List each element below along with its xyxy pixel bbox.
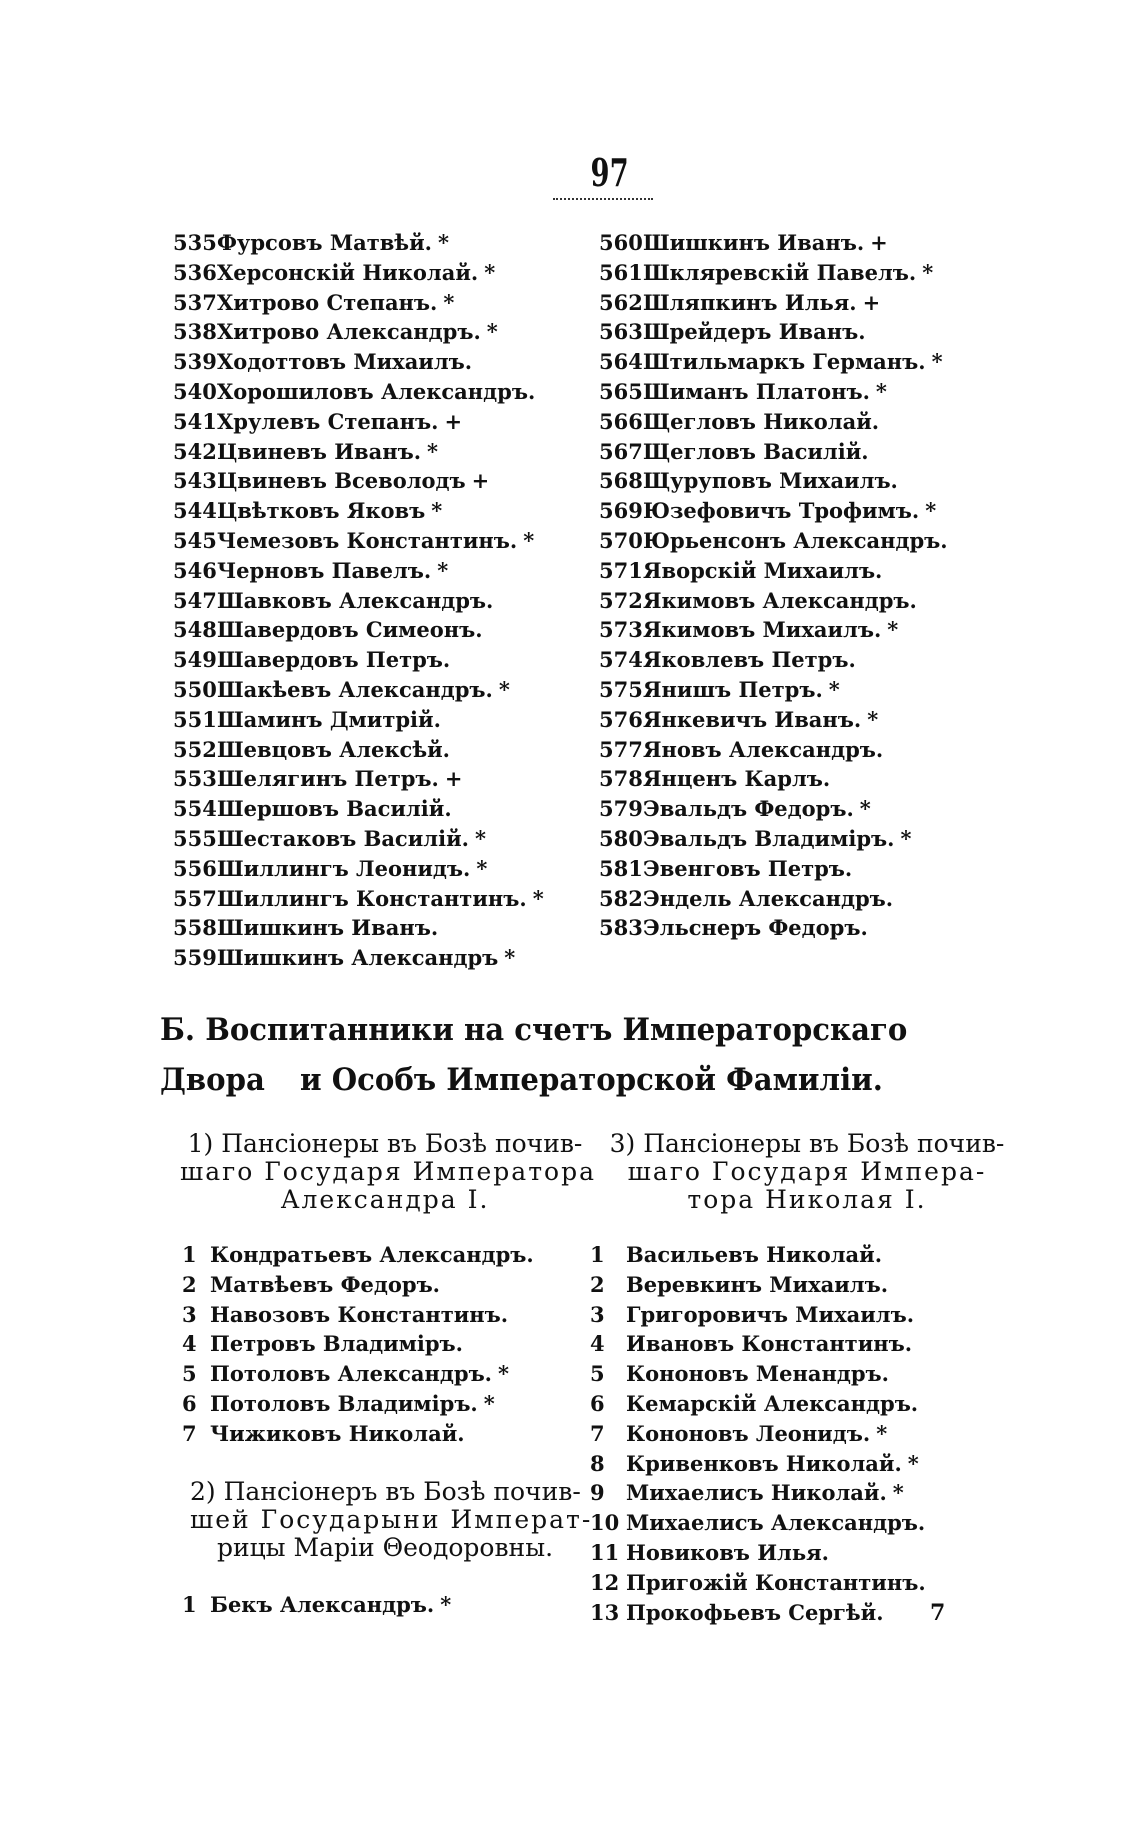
entry-name: Эвальдъ Владиміръ.: [643, 825, 895, 851]
list-item: [182, 1590, 582, 1620]
entry-name: Кононовъ Менандръ.: [626, 1361, 889, 1387]
list-item: [173, 496, 573, 526]
entry-name: Янкевичъ Иванъ.: [643, 706, 862, 732]
entry-name: Ивановъ Константинъ.: [626, 1331, 913, 1357]
section-b-heading-line1: Б. Воспитанники на счетъ Императорскаго Двора: [160, 1012, 908, 1098]
entry-mark: *: [498, 676, 510, 702]
entry-number: 1: [182, 1242, 197, 1267]
list-item: [599, 586, 1039, 616]
entry-number: 575: [599, 676, 643, 702]
list-item: [599, 407, 1039, 437]
entry-name: Эвальдъ Федоръ.: [643, 796, 854, 822]
section-b-heading-line2: и Особъ Императорской Фамиліи.: [300, 1062, 883, 1098]
entry-number: 2: [590, 1271, 605, 1297]
entry-number: 12: [590, 1569, 620, 1595]
entry-name: Бекъ Александръ.: [210, 1592, 435, 1617]
list-item: [173, 764, 573, 794]
entry-number: 6: [182, 1390, 197, 1416]
entry-number: 538: [173, 319, 217, 345]
list-item: [590, 1538, 1010, 1568]
list-item: [173, 586, 573, 616]
entry-name: Прокофьевъ Сергѣй.: [626, 1599, 884, 1625]
entry-number: 573: [599, 617, 643, 643]
entry-mark: *: [876, 1420, 888, 1446]
entry-number: 5: [182, 1361, 197, 1387]
entry-name: Новиковъ Илья.: [626, 1539, 829, 1565]
entry-name: Юрьенсонъ Александръ.: [643, 527, 948, 553]
entry-number: 542: [173, 438, 217, 464]
entry-number: 540: [173, 378, 217, 404]
list-item: [599, 675, 1039, 705]
entry-mark: +: [471, 468, 490, 494]
entry-name: Михаелисъ Николай.: [626, 1480, 887, 1506]
group3-heading-line2: шаго Государя Импера-: [627, 1157, 987, 1186]
entry-name: Шакѣевъ Александръ.: [217, 676, 493, 702]
entry-mark: *: [925, 498, 937, 524]
group1-heading-line1: 1) Пансіонеры въ Бозѣ почив-: [187, 1129, 583, 1158]
entry-mark: *: [437, 230, 449, 255]
entry-number: 559: [173, 945, 217, 971]
list-item: [173, 437, 573, 467]
list-item: [599, 466, 1039, 496]
entry-mark: *: [440, 1592, 452, 1617]
list-item: [599, 764, 1039, 794]
entry-number: 555: [173, 825, 217, 851]
list-item: [599, 437, 1039, 467]
list-item: [590, 1478, 1010, 1508]
entry-mark: *: [497, 1361, 509, 1387]
list-item: [599, 794, 1039, 824]
signature-mark: 7: [930, 1600, 946, 1626]
entry-number: 565: [599, 378, 643, 404]
entry-number: 545: [173, 527, 217, 553]
list-item: [599, 526, 1039, 556]
entry-name: Хитрово Александръ.: [217, 319, 481, 345]
entry-number: 568: [599, 468, 643, 494]
list-item: [590, 1270, 1010, 1300]
entry-name: Кононовъ Леонидъ.: [626, 1420, 871, 1446]
entry-number: 574: [599, 647, 643, 673]
entry-name: Черновъ Павелъ.: [217, 557, 432, 583]
group2-list: [182, 1590, 582, 1620]
entry-number: 581: [599, 855, 643, 881]
entry-number: 576: [599, 706, 643, 732]
group1-heading: [180, 1129, 596, 1214]
entry-mark: *: [486, 319, 498, 345]
group1-list: [182, 1240, 582, 1449]
entry-number: 4: [182, 1331, 197, 1357]
entry-name: Щегловъ Василій.: [643, 438, 869, 464]
list-item: [182, 1389, 582, 1419]
list-item: [590, 1598, 1010, 1628]
entry-mark: *: [437, 557, 449, 583]
page-number-rule: [553, 198, 653, 200]
entry-number: 7: [590, 1420, 605, 1446]
entry-mark: *: [431, 498, 443, 524]
entry-mark: *: [532, 885, 544, 911]
entry-name: Хитрово Степанъ.: [217, 289, 438, 315]
entry-name: Потоловъ Александръ.: [210, 1361, 492, 1387]
list-item: [173, 794, 573, 824]
list-item: [599, 824, 1039, 854]
entry-number: 535: [173, 230, 217, 255]
entry-name: Шелягинъ Петръ.: [217, 766, 439, 792]
list-item: [599, 884, 1039, 914]
list-item: [599, 556, 1039, 586]
list-item: [173, 705, 573, 735]
entry-name: Григоровичъ Михаилъ.: [626, 1301, 915, 1327]
list-item: [182, 1300, 582, 1330]
entry-number: 543: [173, 468, 217, 494]
entry-name: Кемарскій Александръ.: [626, 1390, 919, 1416]
entry-mark: *: [476, 855, 488, 881]
entry-mark: *: [867, 706, 879, 732]
entry-number: 570: [599, 527, 643, 553]
list-item: [599, 317, 1039, 347]
list-item: [590, 1329, 1010, 1359]
entry-number: 569: [599, 498, 643, 524]
entry-number: 541: [173, 408, 217, 434]
group2-heading: [190, 1477, 593, 1562]
entry-name: Эльснеръ Федоръ.: [643, 915, 868, 941]
list-item: [599, 258, 1039, 288]
entry-number: 561: [599, 259, 643, 285]
group3-heading: [602, 1130, 1012, 1214]
entry-name: Хрулевъ Степанъ.: [217, 408, 439, 434]
entry-name: Штильмаркъ Германъ.: [643, 349, 926, 375]
entry-mark: *: [922, 259, 934, 285]
entry-name: Янценъ Карлъ.: [643, 766, 831, 792]
list-item: [599, 705, 1039, 735]
entry-name: Шишкинъ Александръ: [217, 945, 499, 971]
group3-heading-line3: тора Николая I.: [687, 1185, 927, 1214]
list-item: [173, 824, 573, 854]
entry-name: Щуруповъ Михаилъ.: [643, 468, 898, 494]
list-item: [173, 407, 573, 437]
entry-name: Кривенковъ Николай.: [626, 1450, 902, 1476]
entry-mark: +: [444, 408, 463, 434]
entry-mark: *: [887, 617, 899, 643]
list-item: [590, 1389, 1010, 1419]
entry-number: 1: [590, 1242, 605, 1267]
entry-number: 554: [173, 796, 217, 822]
group2-heading-line3: рицы Маріи Θеодоровны.: [216, 1533, 554, 1562]
entry-mark: *: [931, 349, 943, 375]
entry-name: Михаелисъ Александръ.: [626, 1510, 926, 1536]
entry-name: Эндель Александръ.: [643, 885, 894, 911]
list-item: [599, 228, 1039, 258]
group1-heading-line2: шаго Государя Императора: [180, 1157, 596, 1186]
list-item: [599, 615, 1039, 645]
entry-number: 557: [173, 885, 217, 911]
entry-name: Хорошиловъ Александръ.: [217, 378, 536, 404]
list-item: [590, 1419, 1010, 1449]
entry-number: 3: [590, 1301, 605, 1327]
entry-number: 549: [173, 647, 217, 673]
entry-number: 9: [590, 1480, 605, 1506]
entry-number: 564: [599, 349, 643, 375]
entry-number: 1: [182, 1592, 197, 1617]
entry-mark: *: [828, 676, 840, 702]
entry-number: 10: [590, 1510, 620, 1536]
entry-name: Ходоттовъ Михаилъ.: [217, 349, 473, 375]
entry-mark: *: [474, 825, 486, 851]
entry-name: Петровъ Владиміръ.: [210, 1331, 463, 1357]
entry-number: 579: [599, 796, 643, 822]
entry-number: 577: [599, 736, 643, 762]
list-item: [173, 675, 573, 705]
entry-number: 558: [173, 915, 217, 941]
list-item: [182, 1329, 582, 1359]
entry-name: Яворскій Михаилъ.: [643, 557, 883, 583]
list-right-column: [599, 228, 1039, 943]
list-item: [182, 1270, 582, 1300]
list-item: [599, 288, 1039, 318]
list-item: [173, 884, 573, 914]
entry-name: Эвенговъ Петръ.: [643, 855, 853, 881]
list-item: [173, 228, 573, 258]
entry-name: Васильевъ Николай.: [626, 1242, 883, 1267]
list-item: [599, 854, 1039, 884]
entry-name: Навозовъ Константинъ.: [210, 1301, 509, 1327]
list-item: [173, 556, 573, 586]
entry-name: Шишкинъ Иванъ.: [643, 230, 865, 255]
list-item: [173, 347, 573, 377]
entry-number: 6: [590, 1390, 605, 1416]
entry-mark: *: [483, 1390, 495, 1416]
entry-name: Цвиневъ Всеволодъ: [217, 468, 466, 494]
entry-mark: *: [504, 945, 516, 971]
entry-mark: *: [907, 1450, 919, 1476]
group1-heading-line3: Александра I.: [280, 1185, 490, 1214]
list-item: [599, 913, 1039, 943]
entry-mark: +: [870, 230, 888, 255]
list-item: [173, 735, 573, 765]
list-item: [590, 1449, 1010, 1479]
entry-name: Фурсовъ Матвѣй.: [217, 230, 432, 255]
entry-mark: *: [523, 527, 535, 553]
entry-number: 562: [599, 289, 643, 315]
entry-number: 583: [599, 915, 643, 941]
entry-name: Кондратьевъ Александръ.: [210, 1242, 534, 1267]
entry-name: Шкляревскій Павелъ.: [643, 259, 917, 285]
entry-name: Веревкинъ Михаилъ.: [626, 1271, 889, 1297]
entry-name: Яновъ Александръ.: [643, 736, 884, 762]
list-item: [590, 1300, 1010, 1330]
entry-name: Якимовъ Михаилъ.: [643, 617, 882, 643]
list-item: [599, 377, 1039, 407]
entry-mark: +: [444, 766, 463, 792]
entry-name: Якимовъ Александръ.: [643, 587, 917, 613]
entry-number: 553: [173, 766, 217, 792]
entry-name: Чижиковъ Николай.: [210, 1420, 465, 1446]
list-item: [173, 526, 573, 556]
entry-name: Шестаковъ Василій.: [217, 825, 469, 851]
list-item: [590, 1240, 1010, 1270]
entry-number: 4: [590, 1331, 605, 1357]
entry-name: Потоловъ Владиміръ.: [210, 1390, 478, 1416]
entry-number: 572: [599, 587, 643, 613]
entry-number: 560: [599, 230, 643, 255]
list-item: [173, 645, 573, 675]
list-left-column: [173, 228, 573, 973]
entry-name: Шиллингъ Леонидъ.: [217, 855, 471, 881]
entry-name: Щегловъ Николай.: [643, 408, 880, 434]
entry-name: Шевцовъ Алексѣй.: [217, 736, 450, 762]
list-item: [182, 1240, 582, 1270]
entry-name: Яковлевъ Петръ.: [643, 647, 856, 673]
list-item: [173, 854, 573, 884]
entry-number: 548: [173, 617, 217, 643]
entry-number: 580: [599, 825, 643, 851]
entry-name: Шиллингъ Константинъ.: [217, 885, 527, 911]
entry-name: Шаминъ Дмитрій.: [217, 706, 441, 732]
entry-number: 556: [173, 855, 217, 881]
entry-name: Матвѣевъ Федоръ.: [210, 1271, 440, 1297]
entry-number: 567: [599, 438, 643, 464]
entry-mark: *: [875, 378, 887, 404]
list-item: [599, 347, 1039, 377]
entry-number: 582: [599, 885, 643, 911]
entry-number: 2: [182, 1271, 197, 1297]
list-item: [182, 1419, 582, 1449]
entry-name: Чемезовъ Константинъ.: [217, 527, 518, 553]
entry-number: 13: [590, 1599, 620, 1625]
entry-number: 566: [599, 408, 643, 434]
entry-number: 536: [173, 259, 217, 285]
entry-mark: *: [892, 1480, 904, 1506]
list-item: [590, 1508, 1010, 1538]
list-item: [599, 645, 1039, 675]
list-item: [599, 735, 1039, 765]
list-item: [173, 913, 573, 943]
list-item: [173, 317, 573, 347]
entry-number: 11: [590, 1539, 620, 1565]
entry-name: Шершовъ Василій.: [217, 796, 452, 822]
entry-mark: *: [900, 825, 912, 851]
group3-list: [590, 1240, 1010, 1627]
list-item: [173, 615, 573, 645]
entry-number: 546: [173, 557, 217, 583]
list-item: [590, 1359, 1010, 1389]
entry-mark: *: [427, 438, 439, 464]
entry-name: Шрейдеръ Иванъ.: [643, 319, 866, 345]
entry-number: 537: [173, 289, 217, 315]
group2-heading-line1: 2) Пансіонеръ въ Бозѣ почив-: [190, 1477, 581, 1506]
entry-name: Янишъ Петръ.: [643, 676, 823, 702]
entry-mark: *: [859, 796, 871, 822]
entry-number: 5: [590, 1361, 605, 1387]
page-number: 97: [590, 150, 629, 195]
entry-name: Пригожій Константинъ.: [626, 1569, 926, 1595]
group3-heading-line1: 3) Пансіонеры въ Бозѣ почив-: [609, 1129, 1005, 1158]
entry-number: 551: [173, 706, 217, 732]
entry-mark: +: [862, 289, 881, 315]
entry-number: 552: [173, 736, 217, 762]
entry-number: 7: [182, 1420, 197, 1446]
entry-name: Цвѣтковъ Яковъ: [217, 498, 426, 524]
list-item: [590, 1568, 1010, 1598]
entry-name: Шиманъ Платонъ.: [643, 378, 870, 404]
list-item: [173, 943, 573, 973]
list-item: [173, 288, 573, 318]
entry-name: Юзефовичъ Трофимъ.: [643, 498, 920, 524]
entry-number: 571: [599, 557, 643, 583]
list-item: [182, 1359, 582, 1389]
entry-name: Шавердовъ Симеонъ.: [217, 617, 483, 643]
entry-number: 539: [173, 349, 217, 375]
entry-name: Шавковъ Александръ.: [217, 587, 494, 613]
list-item: [173, 377, 573, 407]
entry-mark: *: [484, 259, 496, 285]
entry-number: 550: [173, 676, 217, 702]
entry-name: Херсонскій Николай.: [217, 259, 479, 285]
entry-number: 544: [173, 498, 217, 524]
entry-name: Шавердовъ Петръ.: [217, 647, 451, 673]
entry-number: 8: [590, 1450, 605, 1476]
entry-number: 563: [599, 319, 643, 345]
entry-name: Шляпкинъ Илья.: [643, 289, 857, 315]
list-item: [173, 466, 573, 496]
entry-number: 3: [182, 1301, 197, 1327]
entry-name: Шишкинъ Иванъ.: [217, 915, 439, 941]
entry-number: 547: [173, 587, 217, 613]
entry-mark: *: [443, 289, 455, 315]
list-item: [173, 258, 573, 288]
entry-number: 578: [599, 766, 643, 792]
entry-name: Цвиневъ Иванъ.: [217, 438, 422, 464]
group2-heading-line2: шей Государыни Императ-: [190, 1505, 593, 1534]
list-item: [599, 496, 1039, 526]
